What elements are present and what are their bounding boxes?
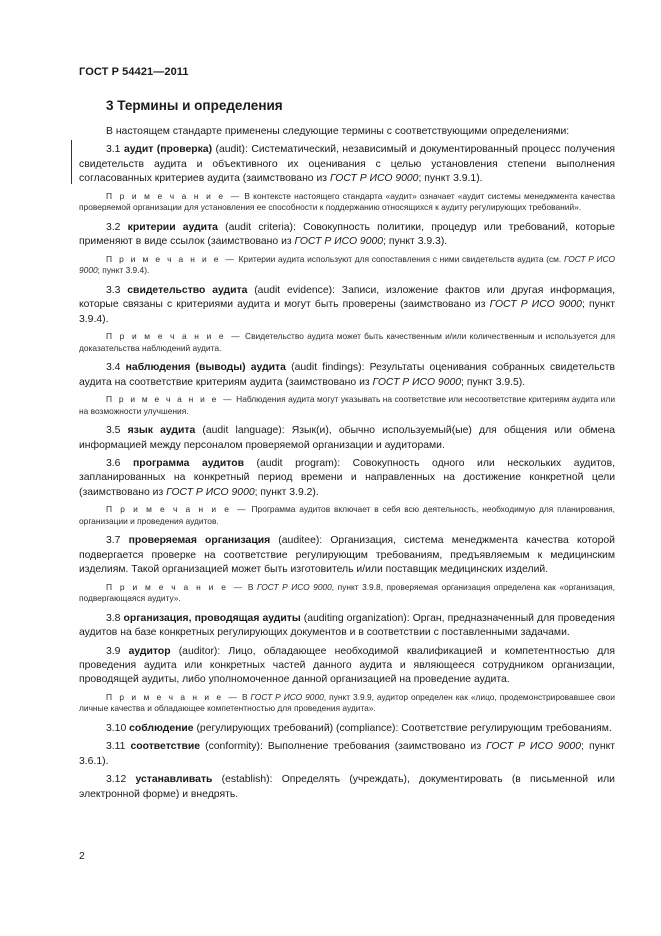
note-3-1: П р и м е ч а н и е — В контексте настоящего стандарта «аудит» означает «аудит системы менеджмента качества проверяемой организации для установления ее способности к поддержанию относящихся к аудиту регулирующих требований». [79, 190, 615, 213]
note-3-9: П р и м е ч а н и е — В ГОСТ Р ИСО 9000, пункт 3.9.9, аудитор определен как «лицо, продемонстрировавшее свои личные качества и обладающее компетентностью для проведения аудита». [79, 691, 615, 714]
term-3-10: 3.10 соблюдение (регулирующих требований) (compliance): Соответствие регулирующим требованиям. [106, 723, 612, 735]
term-name: язык аудита [127, 425, 196, 437]
intro-paragraph: В настоящем стандарте применены следующие термины с соответствующими определениями: [106, 126, 570, 137]
term-name: аудит (проверка) [123, 144, 213, 156]
page-number: 2 [79, 850, 85, 862]
document-body [79, 125, 615, 806]
term-3-3: 3.3 свидетельство аудита (audit evidence): Записи, изложение фактов или другая информация, которые связаны с критериями аудита и могут быть проверены (заимствовано из ГОСТ Р ИСО 9000; пункт 3.9.4). [79, 284, 615, 325]
term-3-9: 3.9 аудитор (auditor): Лицо, обладающее необходимой квалификацией и компетентностью для проведения аудита или конкретных частей данного аудита и являющееся сотрудником организации, проводящей аудиты, либо уполномоченное данной организацией на проведение аудита. [79, 645, 615, 686]
document-header: ГОСТ Р 54421—2011 [79, 66, 189, 78]
term-3-6: 3.6 программа аудитов (audit program): Совокупность одного или нескольких аудитов, запланированных на конкретный период времени и направленных на достижение конкретной цели (заимствовано из ГОСТ Р ИСО 9000; пункт 3.9.2). [79, 458, 615, 498]
term-3-8: 3.8 организация, проводящая аудиты (auditing organization): Орган, предназначенный для проведения аудитов на базе конкретных регулирующих документов и в соответствии с поставленными задачами. [79, 612, 615, 639]
term-3-7: 3.7 проверяемая организация (auditee): Организация, система менеджмента качества которой подвергается проверке на соответствие регулирующим требованиям, предъявляемым к медицинским изделиям. Такой организацией может быть изготовитель и/или поставщик медицинских изделий. [79, 535, 615, 576]
note-3-4: П р и м е ч а н и е — Наблюдения аудита могут указывать на соответствие или несоответствие критериям аудита или на возможности улучшения. [79, 394, 615, 416]
term-3-4: 3.4 наблюдения (выводы) аудита (audit findings): Результаты оценивания собранных свидетельств аудита на соответствие критериям аудита (заимствовано из ГОСТ Р ИСО 9000; пункт 3.9.5). [79, 362, 616, 388]
term-name: критерии аудита [127, 221, 218, 233]
term-name: свидетельство аудита [127, 284, 248, 296]
term-3-11: 3.11 соответствие (conformity): Выполнение требования (заимствовано из ГОСТ Р ИСО 9000; пункт 3.6.1). [79, 741, 615, 767]
note-3-6: П р и м е ч а н и е — Программа аудитов включает в себя всю деятельность, необходимую для планирования, организации и проведения аудитов. [79, 504, 615, 526]
term-name: аудитор [128, 645, 171, 657]
revision-bar [71, 140, 72, 184]
term-name: программа аудитов [133, 458, 244, 470]
note-3-7: П р и м е ч а н и е — В ГОСТ Р ИСО 9000, пункт 3.9.8, проверяемая организация определена как «организация, подвергающаяся аудиту». [79, 581, 615, 604]
term-name: организация, проводящая аудиты [123, 612, 301, 624]
term-name: соблюдение [129, 723, 194, 735]
term-3-5: 3.5 язык аудита (audit language): Язык(и), обычно используемый(ые) для общения или обмена информацией между персоналом проверяемой организации и аудиторами. [79, 425, 615, 451]
section-title: 3 Термины и определения [106, 98, 283, 113]
term-name: устанавливать [135, 774, 213, 786]
note-3-3: П р и м е ч а н и е — Свидетельство аудита может быть качественным и/или количественным и используется для доказательства наблюдений аудита. [79, 331, 615, 353]
term-name: наблюдения (выводы) аудита [125, 362, 286, 374]
term-3-12: 3.12 устанавливать (establish): Определять (учреждать), документировать (в письменной или электронной форме) и внедрять. [79, 774, 615, 800]
note-3-2: П р и м е ч а н и е — Критерии аудита используют для сопоставления с ними свидетельств аудита (см. ГОСТ Р ИСО 9000; пункт 3.9.4). [79, 253, 615, 276]
term-name: проверяемая организация [128, 535, 271, 547]
term-3-2: 3.2 критерии аудита (audit criteria): Совокупность политики, процедур или требований, которые применяют в виде ссылок (заимствовано из ГОСТ Р ИСО 9000; пункт 3.9.3). [79, 221, 615, 248]
term-name: соответствие [130, 741, 201, 753]
term-3-1: 3.1 аудит (проверка) (audit): Систематический, независимый и документированный процесс получения свидетельств аудита и объективного их оценивания с целью установления степени выполнения согласованных критериев аудита (заимствовано из ГОСТ Р ИСО 9000; пункт 3.9.1). [79, 144, 616, 185]
